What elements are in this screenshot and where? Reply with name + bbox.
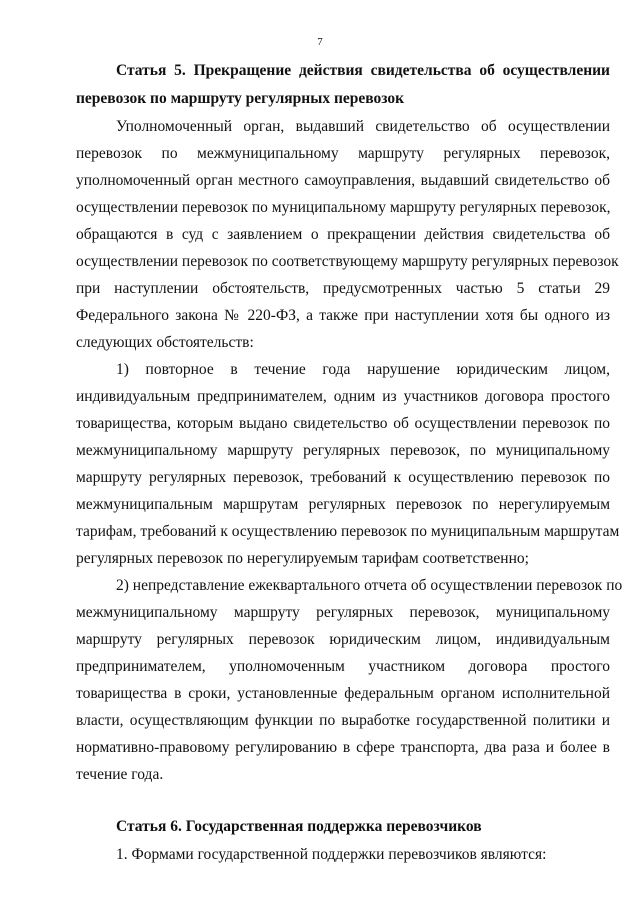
paragraph-line: Уполномоченный орган, выдавший свидетельство об осуществлении (116, 118, 610, 135)
list-item-line: 2) непредставление ежеквартального отчета об осуществлении перевозок по (116, 577, 623, 594)
article-5-title: Статья 5. Прекращение действия свидетельства об осуществлении (116, 62, 610, 79)
list-item-line: товарищества в сроки, установленные федеральным органом исполнительной (76, 685, 610, 702)
paragraph-line: осуществлении перевозок по муниципальному маршруту регулярных перевозок, (76, 199, 611, 216)
article-5-title-cont: перевозок по маршруту регулярных перевозок (76, 90, 405, 107)
paragraph-line: следующих обстоятельств: (76, 334, 254, 351)
list-item-line: 1) повторное в течение года нарушение юридическим лицом, (116, 361, 610, 378)
list-item-line: межмуниципальному маршруту регулярных перевозок, муниципальному (76, 604, 610, 621)
list-item-line: маршруту регулярных перевозок юридическим лицом, индивидуальным (76, 631, 610, 648)
list-item-line: индивидуальным предпринимателем, одним из участников договора простого (76, 388, 610, 405)
list-item-line: товарищества, которым выдано свидетельство об осуществлении перевозок по (76, 415, 610, 432)
paragraph-line: уполномоченный орган местного самоуправления, выдавший свидетельство об (76, 172, 610, 189)
paragraph-line: Федерального закона № 220-ФЗ, а также при наступлении хотя бы одного из (76, 307, 610, 324)
list-item-line: межмуниципальному маршруту регулярных перевозок, по муниципальному (76, 442, 610, 459)
paragraph-line: перевозок по межмуниципальному маршруту регулярных перевозок, (76, 145, 610, 162)
list-item-line: тарифам, требований к осуществлению перевозок по муниципальным маршрутам (76, 523, 620, 540)
list-item-line: маршруту регулярных перевозок, требований к осуществлению перевозок по (76, 469, 610, 486)
list-item-line: власти, осуществляющим функции по выработке государственной политики и (76, 712, 610, 729)
list-item-line: межмуниципальным маршрутам регулярных перевозок по нерегулируемым (76, 496, 610, 513)
list-item-line: нормативно-правовому регулированию в сфере транспорта, два раза и более в (76, 739, 610, 756)
paragraph-line: осуществлении перевозок по соответствующему маршруту регулярных перевозок (76, 253, 619, 270)
paragraph-line: 1. Формами государственной поддержки перевозчиков являются: (116, 846, 547, 863)
article-6-title: Статья 6. Государственная поддержка перевозчиков (116, 818, 482, 835)
page-number: 7 (317, 36, 323, 48)
list-item-line: регулярных перевозок по нерегулируемым тарифам соответственно; (76, 550, 529, 567)
list-item-line: предпринимателем, уполномоченным участником договора простого (76, 658, 610, 675)
paragraph-line: при наступлении обстоятельств, предусмотренных частью 5 статьи 29 (76, 280, 610, 297)
list-item-line: течение года. (76, 766, 164, 783)
paragraph-line: обращаются в суд с заявлением о прекращении действия свидетельства об (76, 226, 610, 243)
